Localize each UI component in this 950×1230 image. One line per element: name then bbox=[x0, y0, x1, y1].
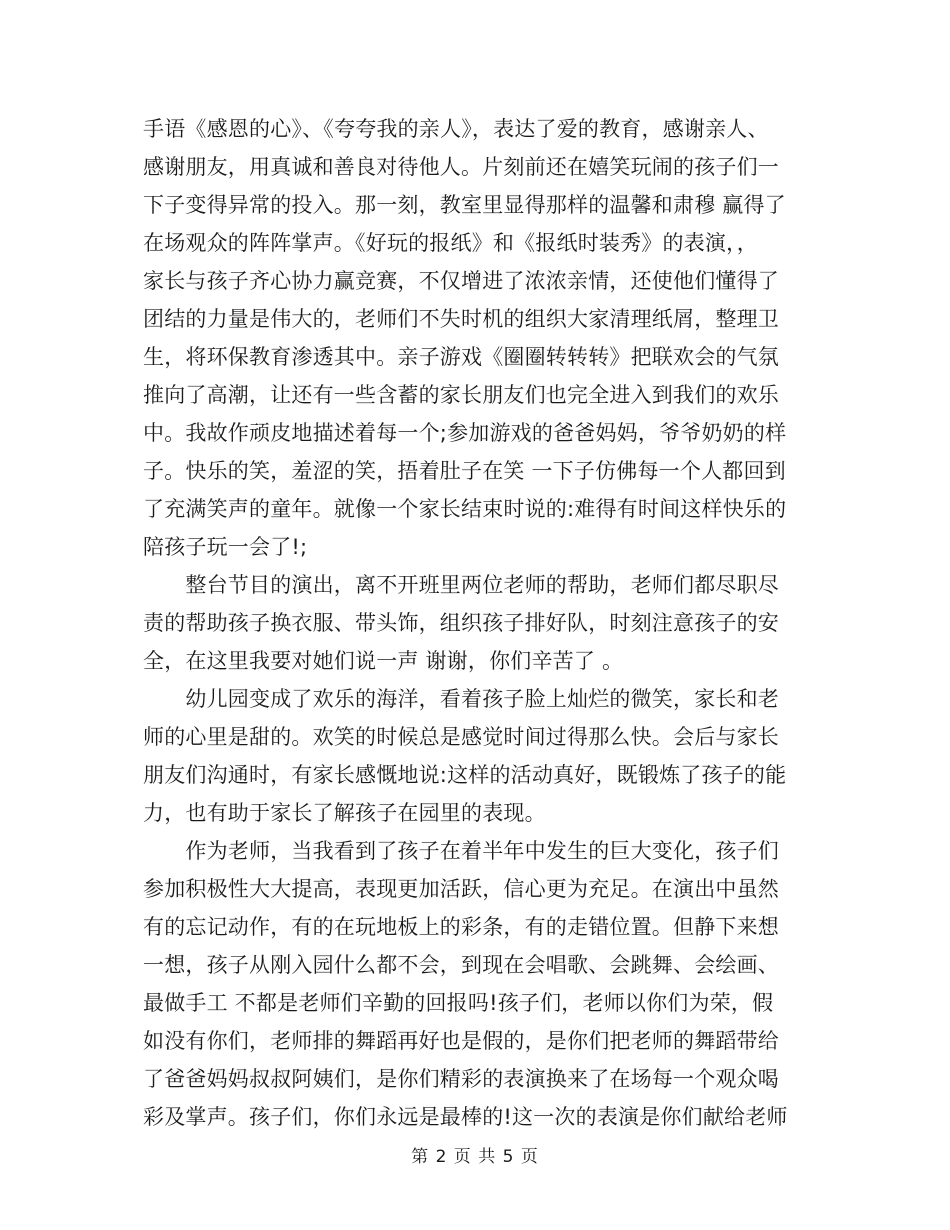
text-line: 全，在这里我要对她们说一声 谢谢，你们辛苦了 。 bbox=[143, 649, 624, 673]
text-line: 作为老师，当我看到了孩子在着半年中发生的巨大变化，孩子们 bbox=[143, 839, 779, 863]
text-line: 了爸爸妈妈叔叔阿姨们，是你们精彩的表演换来了在场每一个观众喝 bbox=[143, 1067, 779, 1091]
page-number-footer: 第 2 页 共 5 页 bbox=[411, 1147, 539, 1167]
text-line: 陪孩子玩一会了!; bbox=[143, 535, 308, 559]
text-line: 家长与孩子齐心协力赢竞赛，不仅增进了浓浓亲情，还使他们懂得了 bbox=[143, 269, 779, 293]
text-line: 子。快乐的笑，羞涩的笑，捂着肚子在笑 一下子仿佛每一个人都回到 bbox=[143, 459, 786, 483]
text-line: 感谢朋友，用真诚和善良对待他人。片刻前还在嬉笑玩闹的孩子们一 bbox=[143, 155, 779, 179]
text-line: 参加积极性大大提高，表现更加活跃，信心更为充足。在演出中虽然 bbox=[143, 877, 779, 901]
text-line: 整台节目的演出，离不开班里两位老师的帮助，老师们都尽职尽 bbox=[143, 573, 779, 597]
text-line: 幼儿园变成了欢乐的海洋，看着孩子脸上灿烂的微笑，家长和老 bbox=[143, 687, 779, 711]
text-line: 一想，孩子从刚入园什么都不会，到现在会唱歌、会跳舞、会绘画、 bbox=[143, 953, 779, 977]
text-line: 师的心里是甜的。欢笑的时候总是感觉时间过得那么快。会后与家长 bbox=[143, 725, 779, 749]
text-line: 下子变得异常的投入。那一刻，教室里显得那样的温馨和肃穆 赢得了 bbox=[143, 193, 786, 217]
text-line: 责的帮助孩子换衣服、带头饰，组织孩子排好队，时刻注意孩子的安 bbox=[143, 611, 779, 635]
text-line: 了充满笑声的童年。就像一个家长结束时说的:难得有时间这样快乐的 bbox=[143, 497, 787, 521]
text-line: 彩及掌声。孩子们，你们永远是最棒的!这一次的表演是你们献给老师 bbox=[143, 1105, 788, 1129]
text-line: 生，将环保教育渗透其中。亲子游戏《圈圈转转转》把联欢会的气氛 bbox=[143, 345, 779, 369]
document-body bbox=[143, 110, 813, 1136]
text-line: 在场观众的阵阵掌声。《好玩的报纸》和《报纸时装秀》的表演，， bbox=[143, 231, 758, 255]
text-line: 中。我故作顽皮地描述着每一个;参加游戏的爸爸妈妈，爷爷奶奶的样 bbox=[143, 421, 787, 445]
text-line: 团结的力量是伟大的，老师们不失时机的组织大家清理纸屑，整理卫 bbox=[143, 307, 779, 331]
text-line: 手语《感恩的心》、《夸夸我的亲人》，表达了爱的教育，感谢亲人、 bbox=[143, 117, 769, 141]
text-line: 如没有你们，老师排的舞蹈再好也是假的，是你们把老师的舞蹈带给 bbox=[143, 1029, 779, 1053]
text-line: 有的忘记动作，有的在玩地板上的彩条，有的走错位置。但静下来想 bbox=[143, 915, 779, 939]
text-line: 最做手工 不都是老师们辛勤的回报吗!孩子们，老师以你们为荣，假 bbox=[143, 991, 774, 1015]
text-line: 朋友们沟通时，有家长感慨地说:这样的活动真好，既锻炼了孩子的能 bbox=[143, 763, 787, 787]
text-line: 力，也有助于家长了解孩子在园里的表现。 bbox=[143, 801, 546, 825]
text-line: 推向了高潮，让还有一些含蓄的家长朋友们也完全进入到我们的欢乐 bbox=[143, 383, 779, 407]
